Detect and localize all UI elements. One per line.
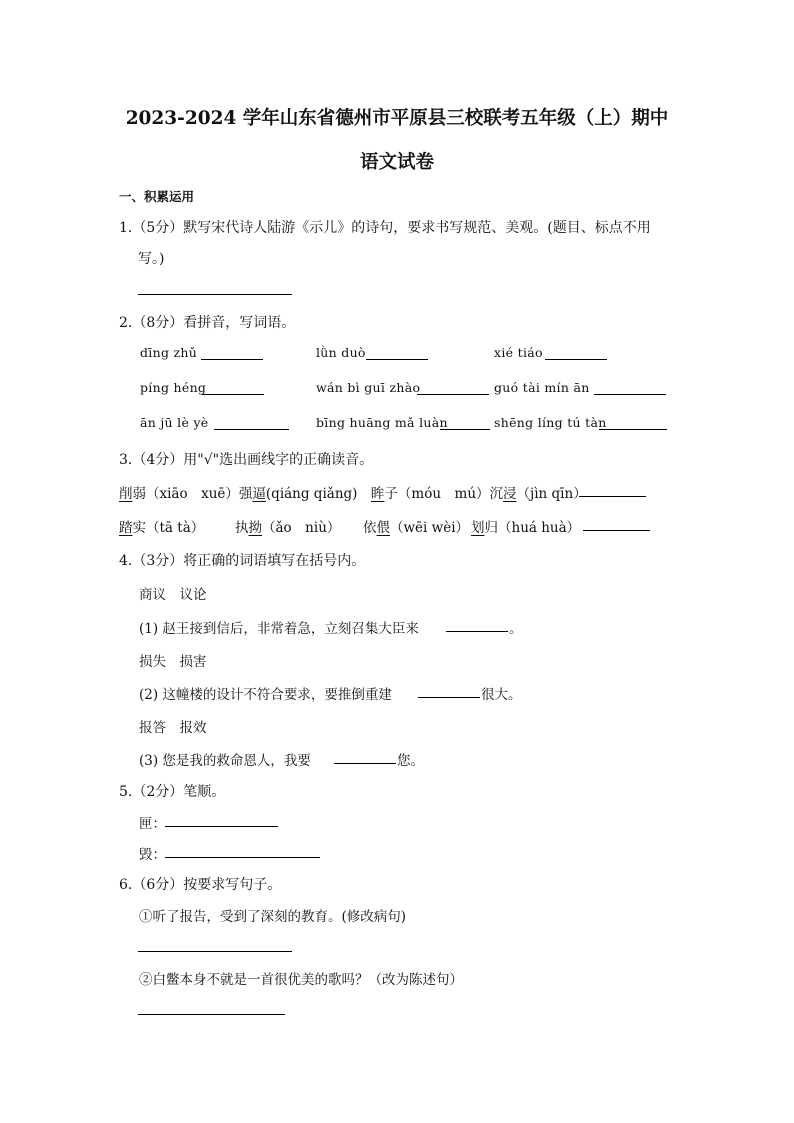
q4-options-1: 商议 议论 bbox=[139, 587, 207, 603]
q3-reading-8: 归（huá huà） bbox=[484, 520, 581, 536]
q3-reading-4: （jìn qīn） bbox=[516, 486, 587, 502]
q3-answer-line-2[interactable] bbox=[583, 530, 650, 531]
section-heading: 一、积累运用 bbox=[119, 189, 195, 204]
q5-answer-line-2[interactable] bbox=[165, 857, 320, 858]
q5-char-xia: 匣： bbox=[139, 816, 166, 832]
q3-reading-6: （ǎo niù） bbox=[262, 520, 341, 536]
q3-reading-2: (qiáng qiǎng) bbox=[265, 486, 371, 502]
q6-task-1: ①听了报告，受到了深刻的教育。(修改病句) bbox=[139, 909, 407, 925]
q2-pinyin-2: lǜn duò bbox=[316, 345, 366, 360]
q4-answer-line-2[interactable] bbox=[418, 697, 480, 698]
q4-sentence-2-end: 很大。 bbox=[481, 687, 522, 703]
q3-reading-5: 实（tā tà） bbox=[132, 520, 205, 536]
q3-row-2 bbox=[119, 516, 204, 536]
q2-pinyin-6: guó tài mín ān bbox=[494, 380, 590, 395]
q3-reading-7: （wēi wèi） bbox=[390, 520, 470, 536]
q3-row-2c bbox=[363, 516, 469, 536]
q2-pinyin-5: wán bì guī zhào bbox=[316, 380, 421, 395]
q6-task-2: ②白鳖本身不就是一首很优美的歌吗？（改为陈述句） bbox=[139, 972, 463, 988]
q2-pinyin-4: píng héng bbox=[140, 380, 207, 395]
q2-stem: 2.（8分）看拼音，写词语。 bbox=[119, 315, 296, 331]
q5-answer-line-1[interactable] bbox=[165, 826, 278, 827]
q3-word-xue: 削 bbox=[119, 486, 133, 502]
q1-answer-line[interactable] bbox=[138, 294, 292, 295]
q3-word-bi: 逼 bbox=[252, 486, 266, 502]
q2-pinyin-9: shēng líng tú tàn bbox=[494, 415, 607, 430]
q3-answer-line-1[interactable] bbox=[579, 496, 646, 497]
q4-options-3: 报答 报效 bbox=[139, 720, 207, 736]
q4-sentence-1: (1) 赵王接到信后，非常着急，立刻召集大臣来 bbox=[139, 621, 419, 637]
q2-answer-line-7[interactable] bbox=[214, 429, 289, 430]
q3-char-zhi: 执 bbox=[235, 520, 249, 536]
q6-stem: 6.（6分）按要求写句子。 bbox=[119, 877, 282, 893]
q2-answer-line-5[interactable] bbox=[417, 394, 489, 395]
q3-stem: 3.（4分）用"√"选出画线字的正确读音。 bbox=[119, 452, 374, 468]
q3-word-hua: 划 bbox=[471, 520, 485, 536]
q4-sentence-1-end: 。 bbox=[509, 621, 523, 637]
q4-sentence-3-end: 您。 bbox=[397, 753, 424, 769]
q5-stem: 5.（2分）笔顺。 bbox=[119, 784, 226, 800]
page-subtitle: 语文试卷 bbox=[359, 152, 434, 173]
q4-answer-line-1[interactable] bbox=[446, 631, 508, 632]
q2-pinyin-8: bīng huāng mǎ luàn bbox=[316, 415, 448, 430]
q3-word-niu: 拗 bbox=[248, 520, 262, 536]
q4-sentence-3: (3) 您是我的救命恩人，我要 bbox=[139, 753, 311, 769]
page-title: 2023-2024 学年山东省德州市平原县三校联考五年级（上）期中 bbox=[125, 108, 669, 129]
q2-answer-line-8[interactable] bbox=[440, 429, 490, 430]
q6-answer-line-2[interactable] bbox=[138, 1014, 285, 1015]
q4-answer-line-3[interactable] bbox=[334, 763, 396, 764]
q2-answer-line-4[interactable] bbox=[202, 394, 264, 395]
q2-pinyin-7: ān jū lè yè bbox=[140, 415, 209, 430]
q6-answer-line-1[interactable] bbox=[138, 951, 292, 952]
q2-pinyin-1: dīng zhǔ bbox=[140, 345, 198, 360]
q3-word-jin: 浸 bbox=[503, 486, 517, 502]
q3-word-mou: 眸 bbox=[370, 486, 385, 502]
q2-answer-line-3[interactable] bbox=[545, 359, 607, 360]
q2-answer-line-2[interactable] bbox=[366, 359, 428, 360]
q4-options-2: 损失 损害 bbox=[139, 654, 207, 670]
q3-row-1 bbox=[119, 482, 587, 502]
q3-char-yi: 依 bbox=[363, 520, 377, 536]
q3-word-ta: 踏 bbox=[119, 520, 133, 536]
q3-reading-3: 子（móu mú）沉 bbox=[384, 486, 504, 502]
q2-answer-line-1[interactable] bbox=[201, 359, 263, 360]
q3-word-wei: 偎 bbox=[376, 520, 390, 536]
q3-row-2d bbox=[471, 516, 580, 536]
q3-row-2b bbox=[235, 516, 340, 536]
q4-sentence-2: (2) 这幢楼的设计不符合要求，要推倒重建 bbox=[139, 687, 392, 703]
q1-stem: 1.（5分）默写宋代诗人陆游《示儿》的诗句，要求书写规范、美观。(题目、标点不用 bbox=[119, 220, 651, 236]
q2-pinyin-3: xié tiáo bbox=[494, 345, 543, 360]
q2-answer-line-9[interactable] bbox=[599, 429, 667, 430]
q2-answer-line-6[interactable] bbox=[594, 394, 666, 395]
q1-stem-cont: 写。) bbox=[138, 251, 165, 267]
q5-char-hui: 毁： bbox=[139, 847, 166, 863]
q3-reading-1: 弱（xiāo xuē）强 bbox=[132, 486, 253, 502]
q4-stem: 4.（3分）将正确的词语填写在括号内。 bbox=[119, 553, 366, 569]
